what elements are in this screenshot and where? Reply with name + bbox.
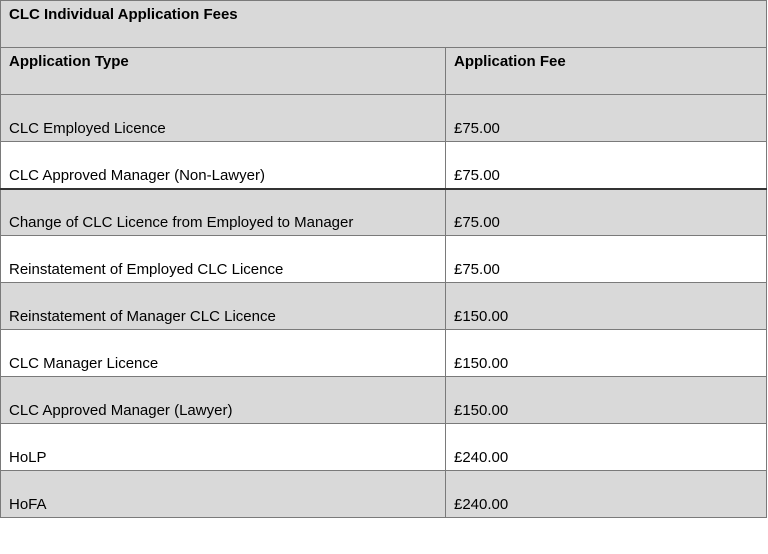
row-application-fee: £75.00: [446, 236, 767, 283]
table-header-row: [1, 48, 767, 95]
table-row: [1, 236, 767, 283]
table-row: [1, 283, 767, 330]
row-application-type: CLC Employed Licence: [1, 95, 446, 142]
table-row: [1, 377, 767, 424]
row-application-type: CLC Approved Manager (Lawyer): [1, 377, 446, 424]
row-application-fee: £150.00: [446, 377, 767, 424]
table-title-row: [1, 1, 767, 48]
row-application-fee: £150.00: [446, 283, 767, 330]
header-application-fee: Application Fee: [446, 48, 767, 95]
table-row: [1, 189, 767, 236]
row-application-type: Reinstatement of Employed CLC Licence: [1, 236, 446, 283]
table-row: [1, 330, 767, 377]
table-title: CLC Individual Application Fees: [1, 1, 767, 48]
table-row: [1, 95, 767, 142]
table-row: [1, 142, 767, 189]
row-application-type: CLC Manager Licence: [1, 330, 446, 377]
row-application-type: CLC Approved Manager (Non-Lawyer): [1, 142, 446, 189]
row-application-fee: £240.00: [446, 424, 767, 471]
table-row: [1, 471, 767, 518]
row-application-fee: £75.00: [446, 189, 767, 236]
row-application-fee: £150.00: [446, 330, 767, 377]
row-application-fee: £75.00: [446, 95, 767, 142]
row-application-fee: £240.00: [446, 471, 767, 518]
row-application-fee: £75.00: [446, 142, 767, 189]
row-application-type: HoLP: [1, 424, 446, 471]
header-application-type: Application Type: [1, 48, 446, 95]
table-row: [1, 424, 767, 471]
row-application-type: Reinstatement of Manager CLC Licence: [1, 283, 446, 330]
row-application-type: Change of CLC Licence from Employed to Manager: [1, 189, 446, 236]
row-application-type: HoFA: [1, 471, 446, 518]
